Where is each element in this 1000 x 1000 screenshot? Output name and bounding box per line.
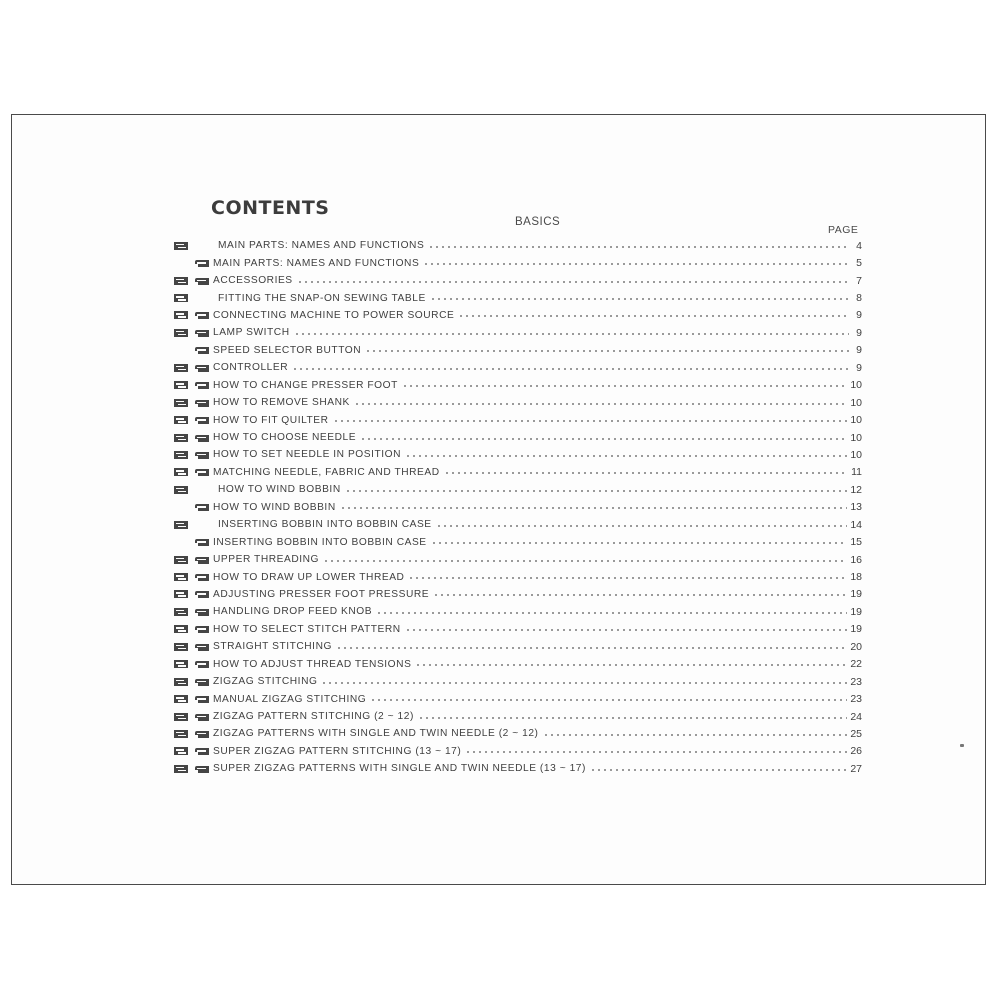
icon-slot-b [194,258,213,268]
machine-model-b-icon [195,365,209,372]
toc-entry [172,568,862,585]
machine-model-a-icon [174,556,188,564]
dot-leader [423,259,849,269]
toc-entry-title: ZIGZAG STITCHING [213,676,318,688]
toc-entry-page-number: 20 [850,640,862,653]
icon-slot-a [172,572,194,582]
machine-model-a-icon [174,381,188,389]
icon-slot-b [194,694,213,704]
icon-slot-a [172,537,194,547]
machine-model-a-icon [174,643,188,651]
icon-slot-a [172,310,194,320]
toc-entry-title: ZIGZAG PATTERN STITCHING (2 ~ 12) [213,711,414,723]
toc-entry [172,760,862,777]
toc-entry-title: STRAIGHT STITCHING [213,641,332,653]
icon-slot-b [194,555,213,565]
dot-leader [430,294,849,304]
toc-entry-page-number: 10 [850,431,862,444]
dot-leader [360,434,847,444]
machine-model-b-icon [195,748,209,755]
icon-slot-b [194,729,213,739]
dot-leader [376,608,847,618]
machine-model-a-icon [174,765,188,773]
toc-entry [172,656,862,673]
toc-entry-page-number: 9 [856,309,862,322]
table-of-contents [172,237,862,778]
toc-entry-page-number: 26 [850,745,862,758]
page-column-heading: PAGE [828,224,859,236]
toc-entry-title: HOW TO SELECT STITCH PATTERN [213,623,401,635]
toc-entry-page-number: 5 [856,257,862,270]
machine-model-b-icon [195,626,209,633]
contents-title: CONTENTS [211,197,330,219]
dot-leader [590,765,847,775]
icon-slot-b [194,659,213,669]
icon-slot-b [194,345,213,355]
toc-entry-title: INSERTING BOBBIN INTO BOBBIN CASE [213,536,427,548]
machine-model-b-icon [195,504,209,511]
machine-model-a-icon [174,294,188,302]
machine-model-b-icon [195,557,209,564]
toc-entry-page-number: 10 [850,414,862,427]
machine-model-a-icon [174,713,188,721]
toc-entry [172,429,862,446]
icon-slot-b [194,467,213,477]
dot-leader [458,311,849,321]
toc-entry-title: MAIN PARTS: NAMES AND FUNCTIONS [213,257,420,269]
toc-entry-page-number: 13 [850,501,862,514]
toc-entry [172,516,862,533]
toc-entry [172,725,862,742]
machine-model-b-icon [195,609,209,616]
icon-slot-a [172,694,194,704]
icon-slot-a [172,555,194,565]
icon-slot-a [172,241,194,251]
toc-entry [172,533,862,550]
toc-entry [172,237,862,254]
toc-entry-title: HOW TO FIT QUILTER [213,414,329,426]
icon-slot-a [172,380,194,390]
toc-entry-title: CONNECTING MACHINE TO POWER SOURCE [213,309,455,321]
icon-spacer [194,241,213,251]
machine-model-b-icon [195,679,209,686]
toc-entry [172,324,862,341]
toc-entry [172,307,862,324]
machine-model-a-icon [174,608,188,616]
toc-entry-title: SUPER ZIGZAG PATTERN STITCHING (13 ~ 17) [213,745,462,757]
icon-slot-b [194,589,213,599]
toc-entry-title: FITTING THE SNAP-ON SEWING TABLE [218,292,426,304]
dot-leader [323,556,847,566]
machine-model-b-icon [195,452,209,459]
machine-model-b-icon [195,469,209,476]
icon-slot-b [194,764,213,774]
machine-model-a-icon [174,590,188,598]
toc-entry-page-number: 9 [856,361,862,374]
toc-entry-page-number: 10 [850,448,862,461]
toc-entry-title: MATCHING NEEDLE, FABRIC AND THREAD [213,466,440,478]
machine-model-b-icon [195,714,209,721]
toc-entry-page-number: 19 [850,605,862,618]
toc-entry-title: UPPER THREADING [213,554,319,566]
toc-entry-page-number: 22 [850,658,862,671]
icon-slot-a [172,276,194,286]
machine-model-a-icon [174,311,188,319]
machine-model-a-icon [174,486,188,494]
toc-entry-page-number: 9 [856,326,862,339]
toc-entry-title: HOW TO CHANGE PRESSER FOOT [213,379,398,391]
dot-leader [294,329,849,339]
toc-entry-page-number: 19 [850,588,862,601]
icon-slot-b [194,572,213,582]
machine-model-a-icon [174,416,188,424]
dot-leader [340,503,848,513]
machine-model-a-icon [174,434,188,442]
icon-slot-b [194,276,213,286]
icon-slot-a [172,624,194,634]
toc-entry-page-number: 23 [850,675,862,688]
toc-entry-title: LAMP SWITCH [213,327,290,339]
dot-leader [465,747,847,757]
dot-leader [405,451,847,461]
toc-entry-page-number: 7 [856,274,862,287]
machine-model-b-icon [195,539,209,546]
dot-leader [405,625,848,635]
toc-entry-page-number: 24 [850,710,862,723]
icon-slot-a [172,589,194,599]
toc-entry-title: HOW TO DRAW UP LOWER THREAD [213,571,405,583]
icon-slot-b [194,537,213,547]
icon-slot-b [194,433,213,443]
dot-leader [297,277,849,287]
dot-leader [333,416,848,426]
toc-entry-page-number: 15 [850,536,862,549]
toc-entry-title: MANUAL ZIGZAG STITCHING [213,693,367,705]
toc-entry [172,621,862,638]
toc-entry-title: HOW TO REMOVE SHANK [213,397,350,409]
toc-entry-page-number: 23 [850,693,862,706]
icon-slot-a [172,467,194,477]
toc-entry-page-number: 25 [850,727,862,740]
icon-slot-a [172,345,194,355]
dot-leader [428,242,849,252]
toc-entry-page-number: 14 [850,518,862,531]
icon-slot-b [194,380,213,390]
toc-entry [172,603,862,620]
icon-slot-a [172,293,194,303]
dot-leader [433,590,847,600]
dot-leader [365,346,849,356]
dot-leader [321,678,847,688]
dot-leader [370,695,847,705]
icon-slot-b [194,746,213,756]
icon-slot-b [194,328,213,338]
toc-entry [172,411,862,428]
icon-slot-a [172,398,194,408]
toc-entry-title: HANDLING DROP FEED KNOB [213,606,373,618]
toc-entry-title: MAIN PARTS: NAMES AND FUNCTIONS [218,240,425,252]
toc-entry-page-number: 10 [850,379,862,392]
machine-model-a-icon [174,329,188,337]
icon-slot-a [172,642,194,652]
machine-model-a-icon [174,695,188,703]
icon-spacer [194,293,213,303]
toc-entry-title: INSERTING BOBBIN INTO BOBBIN CASE [218,519,432,531]
icon-slot-b [194,415,213,425]
machine-model-a-icon [174,521,188,529]
toc-entry-page-number: 27 [850,762,862,775]
toc-entry-page-number: 10 [850,396,862,409]
machine-model-a-icon [174,747,188,755]
icon-slot-b [194,607,213,617]
dot-leader [345,486,848,496]
icon-slot-a [172,677,194,687]
toc-entry [172,673,862,690]
toc-entry [172,551,862,568]
machine-model-b-icon [195,731,209,738]
machine-model-b-icon [195,382,209,389]
toc-entry-title: CONTROLLER [213,362,289,374]
icon-slot-b [194,398,213,408]
dot-leader [444,468,848,478]
toc-entry [172,394,862,411]
icon-slot-a [172,712,194,722]
dot-leader [292,364,849,374]
machine-model-a-icon [174,451,188,459]
dot-leader [354,399,847,409]
machine-model-a-icon [174,573,188,581]
machine-model-b-icon [195,766,209,773]
icon-slot-a [172,433,194,443]
toc-entry [172,586,862,603]
machine-model-b-icon [195,661,209,668]
machine-model-b-icon [195,574,209,581]
toc-entry-title: HOW TO ADJUST THREAD TENSIONS [213,658,412,670]
machine-model-b-icon [195,330,209,337]
icon-slot-b [194,363,213,373]
dot-leader [543,730,848,740]
toc-entry-page-number: 8 [856,292,862,305]
machine-model-b-icon [195,278,209,285]
machine-model-b-icon [195,347,209,354]
toc-entry-page-number: 18 [850,571,862,584]
toc-entry [172,481,862,498]
toc-entry [172,342,862,359]
toc-entry [172,359,862,376]
icon-slot-a [172,363,194,373]
toc-entry-title: HOW TO SET NEEDLE IN POSITION [213,449,402,461]
machine-model-a-icon [174,660,188,668]
section-heading-basics: BASICS [515,216,561,228]
toc-entry [172,272,862,289]
toc-entry-title: HOW TO WIND BOBBIN [213,501,336,513]
toc-entry-title: SUPER ZIGZAG PATTERNS WITH SINGLE AND TWIN NEEDLE (13 ~ 17) [213,763,586,775]
icon-spacer [194,485,213,495]
icon-slot-b [194,502,213,512]
icon-slot-a [172,607,194,617]
toc-entry-page-number: 12 [850,483,862,496]
icon-slot-a [172,328,194,338]
dot-leader [408,573,847,583]
machine-model-a-icon [174,399,188,407]
machine-model-b-icon [195,644,209,651]
dot-leader [418,713,847,723]
toc-entry [172,289,862,306]
machine-model-a-icon [174,468,188,476]
toc-entry-title: HOW TO WIND BOBBIN [218,484,341,496]
icon-slot-a [172,258,194,268]
machine-model-a-icon [174,242,188,250]
scan-speck [960,744,964,747]
toc-entry-page-number: 16 [850,553,862,566]
toc-entry [172,690,862,707]
machine-model-b-icon [195,435,209,442]
icon-slot-a [172,659,194,669]
machine-model-b-icon [195,417,209,424]
icon-slot-a [172,450,194,460]
icon-slot-a [172,520,194,530]
machine-model-a-icon [174,730,188,738]
machine-model-b-icon [195,260,209,267]
toc-entry [172,254,862,271]
icon-slot-a [172,485,194,495]
toc-entry-title: HOW TO CHOOSE NEEDLE [213,432,357,444]
toc-entry-page-number: 19 [850,623,862,636]
dot-leader [431,538,848,548]
icon-slot-a [172,746,194,756]
toc-entry [172,708,862,725]
toc-entry [172,446,862,463]
dot-leader [415,660,847,670]
toc-entry [172,377,862,394]
machine-model-a-icon [174,364,188,372]
toc-entry-page-number: 11 [851,466,862,479]
machine-model-b-icon [195,400,209,407]
machine-model-b-icon [195,312,209,319]
icon-slot-a [172,502,194,512]
toc-entry-title: ADJUSTING PRESSER FOOT PRESSURE [213,588,430,600]
icon-slot-b [194,712,213,722]
toc-entry-page-number: 9 [856,344,862,357]
toc-entry-title: SPEED SELECTOR BUTTON [213,344,362,356]
icon-slot-a [172,729,194,739]
machine-model-a-icon [174,277,188,285]
icon-slot-b [194,624,213,634]
machine-model-a-icon [174,678,188,686]
icon-slot-b [194,642,213,652]
icon-slot-a [172,764,194,774]
dot-leader [336,643,847,653]
toc-entry-title: ZIGZAG PATTERNS WITH SINGLE AND TWIN NEEDLE (2 ~ 12) [213,728,539,740]
machine-model-b-icon [195,696,209,703]
icon-spacer [194,520,213,530]
dot-leader [436,521,848,531]
toc-entry-title: ACCESSORIES [213,275,293,287]
icon-slot-b [194,310,213,320]
machine-model-a-icon [174,625,188,633]
dot-leader [402,381,847,391]
icon-slot-a [172,415,194,425]
toc-entry [172,638,862,655]
machine-model-b-icon [195,591,209,598]
icon-slot-b [194,450,213,460]
toc-entry-page-number: 4 [856,239,862,252]
toc-entry [172,743,862,760]
toc-entry [172,464,862,481]
toc-entry [172,499,862,516]
icon-slot-b [194,677,213,687]
